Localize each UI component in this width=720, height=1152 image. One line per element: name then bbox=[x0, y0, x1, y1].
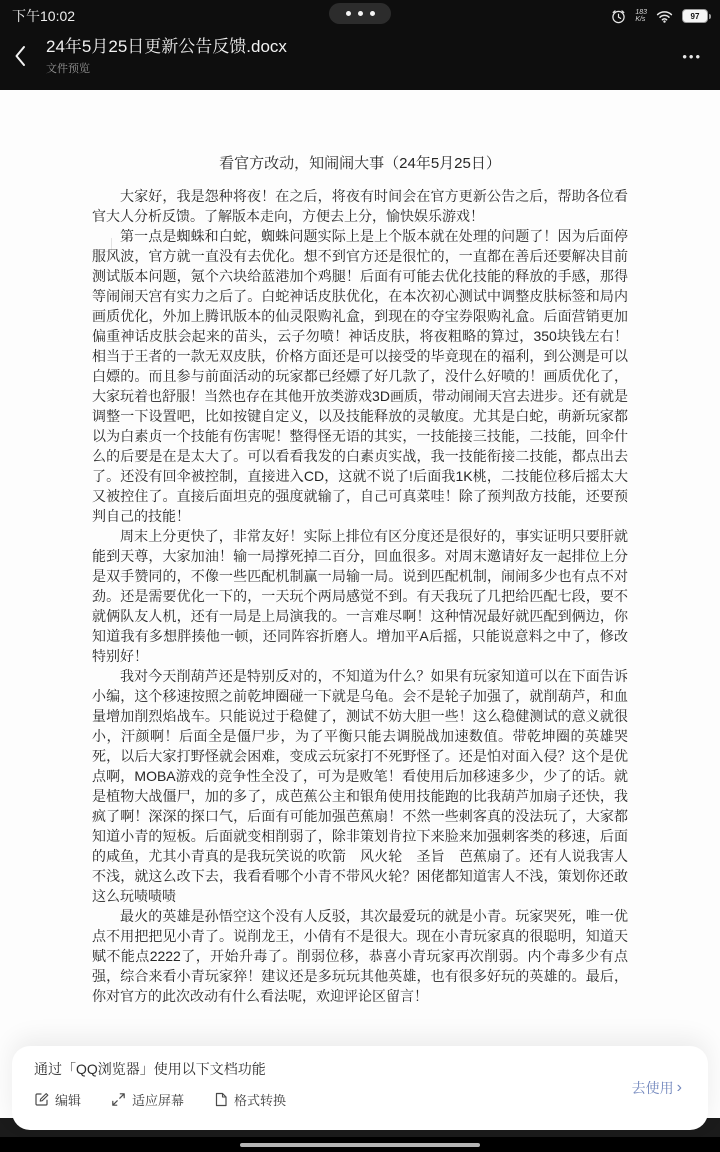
top-bar bbox=[0, 0, 720, 90]
back-chevron-icon bbox=[14, 45, 26, 67]
network-speed-indicator bbox=[635, 9, 647, 23]
more-menu-button[interactable]: ••• bbox=[682, 48, 702, 64]
app-header bbox=[0, 28, 720, 76]
fit-screen-icon bbox=[111, 1092, 126, 1107]
chevron-right-icon: › bbox=[676, 1079, 682, 1096]
format-convert-action-button[interactable] bbox=[214, 1090, 286, 1109]
network-speed-unit: K/s bbox=[635, 16, 646, 23]
notch-dot bbox=[370, 11, 375, 16]
document-paragraph: 最火的英雄是孙悟空这个没有人反驳，其次最爱玩的就是小青。玩家哭死，唯一优点不用把把见小青了。说削龙王，小倩有不是很大。现在小青玩家真的很聪明，知道天赋不能点2222了，开始升毒了。削弱位移，恭喜小青玩家再次削弱。内个毒多少有点强，综合来看小青玩家猝！建议还是多玩玩其他英雄，也有很多好玩的英雄的。最后，你对官方的此次改动有什么看法呢，欢迎评论区留言！ bbox=[92, 908, 628, 1004]
notch-dot bbox=[346, 11, 351, 16]
document-body bbox=[92, 186, 628, 1006]
status-icons bbox=[611, 9, 708, 24]
document-title: 看官方改动，知闹闹大事（24年5月25日） bbox=[219, 155, 501, 172]
action-label: 适应屏幕 bbox=[132, 1093, 185, 1108]
wifi-icon bbox=[656, 10, 673, 23]
battery-indicator bbox=[682, 9, 708, 23]
action-label: 格式转换 bbox=[234, 1093, 287, 1108]
file-title: 24年5月25日更新公告反馈.docx bbox=[46, 37, 287, 56]
edit-action-button[interactable] bbox=[34, 1090, 81, 1109]
status-bar bbox=[0, 0, 720, 28]
home-indicator[interactable] bbox=[240, 1143, 480, 1147]
battery-percent: 97 bbox=[690, 11, 700, 21]
header-title-block bbox=[46, 36, 672, 76]
document-paragraph: 我对今天削葫芦还是特别反对的，不知道为什么？如果有玩家知道可以在下面告诉小编，这个移速按照之前乾坤圈碰一下就是乌龟。会不是轮子加强了，就削葫芦，和血量增加削烈焰战车。只能说过于稳健了，测试不妨大胆一些！这么稳健测试的意义就很小，汗颜啊！后面全是僵尸步，为了平衡只能去调脱战加速数值。带乾坤圈的英雄哭死，以后大家打野怪就会困难，变成云玩家打不死野怪了。还是怕对面入侵？这个是优点啊，MOBA游戏的竞争性全没了，可为是败笔！看使用后加移速多少，少了的话。就是植物大战僵尸，加的多了，成芭蕉公主和银角使用技能跑的比我葫芦加扇子还快，我疯了啊！深深的探口气，后面有可能加强芭蕉扇！不然一些刺客真的没法玩了，大家都知道小青的短板。后面就变相削弱了，除非策划肯拉下来脸来加强刺客类的移速，后面的咸鱼，尤其小青真的是我玩笑说的吹箭 风火轮 圣旨 芭蕉扇了。还有人说我害人不浅，就这么改下去，我看看哪个小青不带风火轮？困佬都知道害人不浅，策划你还敢这么玩啧啧啧 bbox=[92, 668, 628, 904]
document-file-icon bbox=[214, 1092, 228, 1107]
document-page bbox=[92, 154, 628, 1006]
fit-screen-action-button[interactable] bbox=[111, 1090, 184, 1109]
document-paragraph: 第一点是蜘蛛和白蛇，蜘蛛问题实际上是上个版本就在处理的问题了！因为后面停服风波，官方就一直没有去优化。想不到官方还是很忙的，一直都在善后还要解决目前测试版本问题，氪个六块给蓝港加个鸡腿！后面有可能去优化技能的释放的手感，那得等闹闹天宫有实力之后了。白蛇神话皮肤优化，在本次初心测试中调整皮肤标签和局内画质优化，外加上腾讯版本的仙灵限购礼盒，到现在的夺宝券限购礼盒。后面营销更加偏重神话皮肤会起来的苗头，云子勿喷！神话皮肤，将夜粗略的算过，350块钱左右！相当于王者的一款无双皮肤，价格方面还是可以接受的毕竟现在的福利，到公测是可以白嫖的。而且参与前面活动的玩家都已经嫖了好几款了，没什么好喷的！画质优化了，大家玩着也舒服！当然也存在其他开放类游戏3D画质，带动闹闹天宫去进步。还有就是调整一下设置吧，比如按键自定义，以及技能释放的灵敏度。尤其是白蛇，萌新玩家都以为白素贞一个技能有伤害呢！整得怪无语的其实，一技能接三技能，二技能，回伞什么的后要是在是太大了。可以看看我发的白素贞实战，我一技能衔接二技能，都点出去了。还没有回伞被控制，直接进入CD，这就不说了!后面我1K桃，二技能位移后摇太大又被控住了。直接后面坦克的强度就输了，自己可真菜哇！除了预判敌方技能，还要预判自己的技能！ bbox=[92, 228, 628, 524]
notch-dot bbox=[358, 11, 363, 16]
action-buttons-row bbox=[34, 1090, 686, 1109]
back-button[interactable] bbox=[14, 39, 40, 73]
edit-icon bbox=[34, 1092, 49, 1107]
action-sheet-prompt: 通过「QQ浏览器」使用以下文档功能 bbox=[34, 1061, 266, 1077]
alarm-clock-icon bbox=[611, 9, 626, 24]
document-paragraph: 周末上分更快了，非常友好！实际上排位有区分度还是很好的，事实证明只要肝就能到天尊，大家加油！输一局撑死掉二百分，回血很多。对周末邀请好友一起排位上分是双手赞同的，不像一些匹配机制赢一局输一局。说到匹配机制，闹闹多少也有点不对劲。还是需要优化一下的，一天玩个两局感觉不到。有天我玩了几把给匹配七段，要不就俩队友人机，还有一局是上局演我的。一言难尽啊！这种情况最好就匹配到俩边，你知道我有多想胖揍他一顿，还同阵容折磨人。增加平A后摇，只能说意料之中了，修改特别好！ bbox=[92, 528, 628, 664]
file-preview-label: 文件预览 bbox=[46, 63, 90, 75]
status-time: 下午10:02 bbox=[12, 8, 76, 24]
camera-notch-pill bbox=[329, 3, 391, 24]
action-label: 编辑 bbox=[55, 1093, 82, 1108]
network-speed-value: 183 bbox=[635, 9, 647, 16]
go-use-link[interactable] bbox=[632, 1078, 682, 1098]
qq-browser-action-sheet bbox=[12, 1046, 708, 1130]
go-use-label: 去使用 bbox=[631, 1080, 674, 1096]
document-paragraph: 大家好，我是怨种将夜！在之后，将夜有时间会在官方更新公告之后，帮助各位看官大人分析反馈。了解版本走向，方便去上分，愉快娱乐游戏！ bbox=[92, 188, 628, 224]
